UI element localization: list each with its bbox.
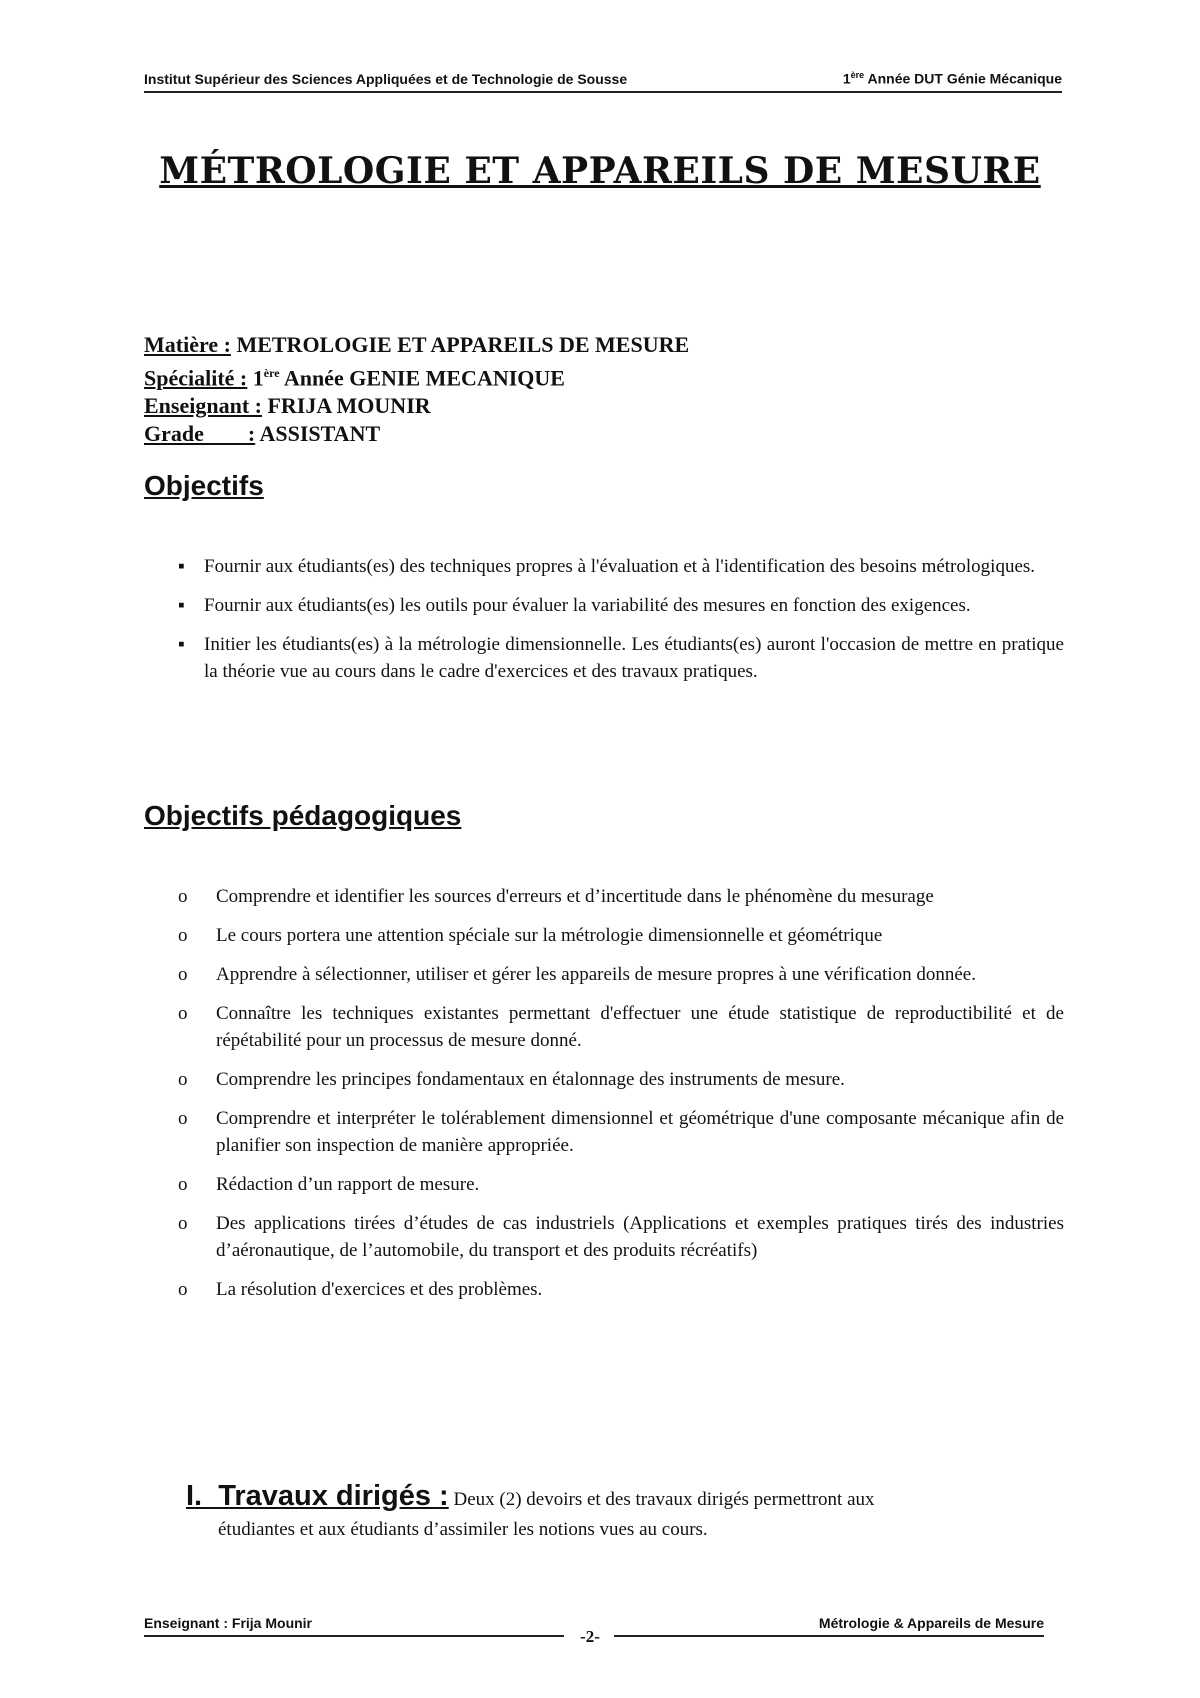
course-info xyxy=(144,331,689,448)
bullet-icon: o xyxy=(178,886,188,907)
list-item-text: Apprendre à sélectionner, utiliser et gérer les appareils de mesure propres à une vérification donnée. xyxy=(216,964,976,985)
specialite-row xyxy=(144,359,689,392)
page-number: -2- xyxy=(580,1627,600,1646)
list-item xyxy=(178,1276,1064,1303)
footer-rule-left xyxy=(144,1635,564,1637)
list-item-text: Rédaction d’un rapport de mesure. xyxy=(216,1174,480,1195)
list-item xyxy=(178,553,1064,580)
bullet-icon: ▪ xyxy=(178,595,185,616)
bullet-icon: o xyxy=(178,1174,188,1195)
bullet-icon: ▪ xyxy=(178,634,185,655)
list-item xyxy=(178,1171,1064,1198)
travaux-heading: I. Travaux dirigés : xyxy=(186,1480,449,1512)
list-item-text: Initier les étudiants(es) à la métrologie dimensionnelle. Les étudiants(es) auront l'occasion de mettre en pratique la théorie vue au cours dans le cadre d'exercices et des travaux pratiques. xyxy=(204,634,1064,682)
page-title: MÉTROLOGIE ET APPAREILS DE MESURE xyxy=(159,150,1041,192)
list-item xyxy=(178,922,1064,949)
bullet-icon: ▪ xyxy=(178,556,185,577)
list-item-text: Comprendre et identifier les sources d'erreurs et d’incertitude dans le phénomène du mesurage xyxy=(216,886,934,907)
bullet-icon: o xyxy=(178,1003,188,1024)
footer-teacher: Enseignant : Frija Mounir xyxy=(144,1615,313,1631)
list-item-text: La résolution d'exercices et des problèmes. xyxy=(216,1279,543,1300)
footer-course: Métrologie & Appareils de Mesure xyxy=(818,1615,1044,1631)
objectifs-heading: Objectifs xyxy=(144,470,264,501)
matiere-label: Matière : xyxy=(144,332,231,357)
list-item-text: Fournir aux étudiants(es) des techniques propres à l'évaluation et à l'identification des besoins métrologiques. xyxy=(204,556,1036,577)
header-institution: Institut Supérieur des Sciences Appliquées et de Technologie de Sousse xyxy=(144,70,628,87)
header-year-num: 1 xyxy=(842,70,851,87)
grade-value: ASSISTANT xyxy=(255,421,381,447)
travaux-text-line1: Deux (2) devoirs et des travaux dirigés permettront aux xyxy=(448,1489,875,1510)
list-item xyxy=(178,1066,1064,1093)
header-year-rest: Année DUT Génie Mécanique xyxy=(864,70,1062,87)
list-item-text: Des applications tirées d’études de cas industriels (Applications et exemples pratiques tirés des industries d’aéronautique, de l’automobile, du transport et des produits récréatifs) xyxy=(216,1213,1064,1261)
specialite-label: Spécialité : xyxy=(144,365,248,391)
bullet-icon: o xyxy=(178,925,188,946)
specialite-sup: ère xyxy=(263,366,280,380)
matiere-value: METROLOGIE ET APPAREILS DE MESURE xyxy=(230,332,690,357)
enseignant-value: FRIJA MOUNIR xyxy=(261,393,431,419)
specialite-num: 1 xyxy=(247,365,264,391)
bullet-icon: o xyxy=(178,1213,188,1234)
grade-label: Grade : xyxy=(144,421,256,447)
travaux-section xyxy=(186,1481,1064,1545)
list-item-text: Connaître les techniques existantes permettant d'effectuer une étude statistique de reproductibilité et de répétabilité pour un processus de mesure donné. xyxy=(216,1003,1064,1051)
objectifs-list xyxy=(178,553,1064,697)
list-item xyxy=(178,1210,1064,1264)
specialite-rest: Année GENIE MECANIQUE xyxy=(279,365,565,391)
list-item xyxy=(178,1105,1064,1159)
header-year xyxy=(843,70,1062,87)
footer-rule-right xyxy=(614,1635,1044,1637)
list-item-text: Comprendre les principes fondamentaux en étalonnage des instruments de mesure. xyxy=(216,1069,845,1090)
list-item xyxy=(178,592,1064,619)
header-year-sup: ère xyxy=(850,70,865,80)
list-item xyxy=(178,1000,1064,1054)
bullet-icon: o xyxy=(178,1279,188,1300)
bullet-icon: o xyxy=(178,964,188,985)
enseignant-label: Enseignant : xyxy=(144,393,262,419)
bullet-icon: o xyxy=(178,1069,188,1090)
objectifs-pedagogiques-heading: Objectifs pédagogiques xyxy=(144,800,462,831)
enseignant-row xyxy=(144,392,689,420)
list-item-text: Comprendre et interpréter le tolérablement dimensionnel et géométrique d'une composante mécanique afin de planifier son inspection de manière appropriée. xyxy=(216,1108,1064,1156)
objectifs-pedagogiques-list xyxy=(178,883,1064,1315)
page-footer xyxy=(144,1615,1062,1655)
list-item xyxy=(178,961,1064,988)
grade-row xyxy=(144,420,689,448)
list-item-text: Fournir aux étudiants(es) les outils pour évaluer la variabilité des mesures en fonction des exigences. xyxy=(204,595,971,616)
list-item xyxy=(178,883,1064,910)
bullet-icon: o xyxy=(178,1108,188,1129)
travaux-text-line2: étudiantes et aux étudiants d’assimiler les notions vues au cours. xyxy=(218,1519,708,1540)
page-header xyxy=(144,70,1062,93)
list-item-text: Le cours portera une attention spéciale sur la métrologie dimensionnelle et géométrique xyxy=(216,925,883,946)
matiere-row xyxy=(144,331,689,359)
list-item xyxy=(178,631,1064,685)
